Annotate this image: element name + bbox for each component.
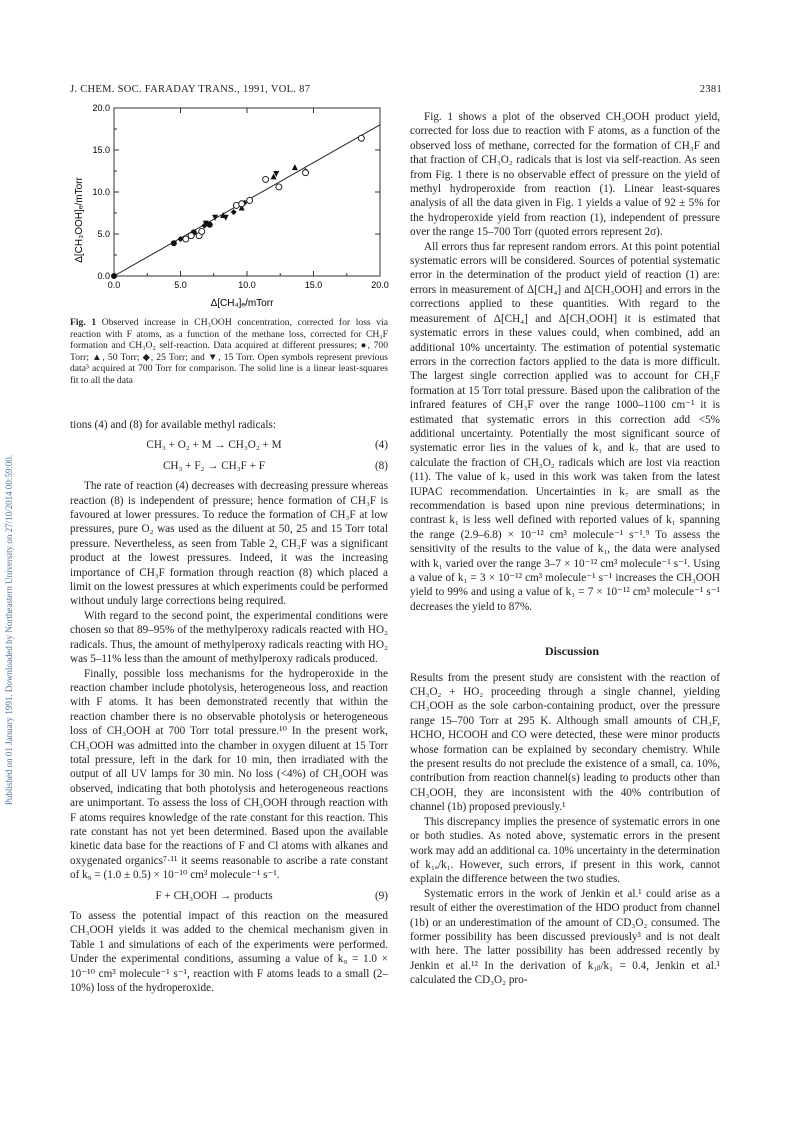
figure-1-chart [66,100,396,315]
data-point-previous [183,236,189,242]
data-point-previous [358,135,364,141]
x-tick-label: 0.0 [107,280,121,290]
x-axis-label: Δ[CH₄]ₑ/mTorr [210,298,274,309]
paragraph: To assess the potential impact of this reaction on the measured CH₃OOH yields it was added to the chemical mechanism given in Table 1 and simulations of each of the experiments were performed. Under the experimental conditions, assuming a value of k₉ = 1.0 × 10⁻¹⁰ cm³ molecule⁻¹ s⁻¹, reaction with F atoms leads to a small (2–10%) loss of the hydroperoxide. [70,910,388,995]
equation-text: CH₃ + O₂ + M → CH₃O₂ + M [146,439,282,452]
equation-text: CH₃ + F₂ → CH₃F + F [162,459,266,472]
caption-label: Fig. 1 [70,317,97,328]
data-point-previous [199,228,205,234]
equation-number: (8) [374,459,388,472]
caption-text: Observed increase in CH₃OOH concentration, corrected for loss via reaction with F atoms, as a function of the methane loss, corrected for CH₃F formation and CH₃O₂ self-reaction. Data acquired at different pressures; ●, 700 Torr; ▲, 50 Torr; ◆, 25 Torr; and ▼, 15 Torr. Open symbols represent previous data³ acquired at 700 Torr for comparison. The solid line is a linear least-squares fit to all the data [70,317,388,386]
data-point-25-torr [231,209,237,215]
section-heading: Discussion [544,644,600,659]
journal-header: J. CHEM. SOC. FARADAY TRANS., 1991, VOL. 87 [70,84,311,95]
paragraph: All errors thus far represent random errors. At this point potential systematic errors will be considered. Sources of potential systematic error in the determination of the product yield of reaction (1) are: errors in measurement of Δ[CH₄] and Δ[CH₃OOH] and errors in the corrections applied to these quantities. With regard to the measurement of Δ[CH₄] and Δ[CH₃OOH] it is estimated that systematic errors in these values could, when combined, add an additional 10% uncertainty. The estimation of potential systematic errors in the correction factors applied to the data is more difficult. The largest single correction applied was to account for CH₃F formation at 15 Torr total pressure. Based upon the calibration of the infrared features of CH₃F over the range 1000–1100 cm⁻¹ it is estimated that systematic errors in this correction add <5% additional uncertainty. Potentially the most significant source of systematic error lies in the values of k₁ and k₇ that are used to calculate the fraction of CH₃O₂ radicals which are lost via reaction (11). The value of k₇ used in this work was taken from the latest IUPAC recommendation. Uncertainties in k₇ are small as the recommendation is based upon nine previous determinations; in contrast k₁ is less well defined with reported values of k₁ spanning the range (2.9–6.8) × 10⁻¹² cm³ molecule⁻¹ s⁻¹.⁹ To assess the sensitivity of the results to the value of k₁, the data were analysed with k₁ varied over the range 3–7 × 10⁻¹² cm³ molecule⁻¹ s⁻¹. Using a value of k₁ = 3 × 10⁻¹² cm³ molecule⁻¹ s⁻¹ increases the CH₃OOH yield to 99% and using a value of k₁ = 7 × 10⁻¹² cm³ molecule⁻¹ s⁻¹ decreases the yield to 87%. [410,240,720,613]
equation-text: F + CH₃OOH → products [155,889,273,902]
y-tick-label: 15.0 [92,145,110,155]
y-tick-label: 20.0 [92,103,110,113]
download-notice [2,180,16,1080]
data-point-700-torr [111,273,117,279]
download-notice-text: Published on 01 January 1991. Downloaded by Northeastern University on 27/10/2014 00:59:00. [4,454,14,806]
data-point-previous [247,197,253,203]
equation-9 [70,889,388,903]
equation-8 [70,459,388,473]
x-tick-label: 5.0 [174,280,187,290]
right-column [410,110,720,988]
paragraph: tions (4) and (8) for available methyl radicals: [70,419,276,431]
paragraph: The rate of reaction (4) decreases with decreasing pressure whereas reaction (8) is independent of pressure; hence formation of CH₃F is favoured at lower pressures. To reduce the formation of CH₃F at low pressures, pure O₂ was used as the diluent at 50, 25 and 15 Torr total pressure. Nevertheless, as seen from Table 2, CH₃F was a significant product at the lowest pressures. Indeed, it was the increasing importance of CH₃F formation through reaction (8) which placed a limit on the lowest pressures at which experiments could be performed without unduly large corrections being required. [70,480,388,608]
y-axis-label: Δ[CH₃OOH]ₑ/mTorr [74,177,85,263]
equation-number: (9) [374,889,388,902]
paragraph: With regard to the second point, the experimental conditions were chosen so that 89–95% of the methylperoxy radicals reacted with HO₂ radicals. Thus, the amount of methylperoxy radicals reacting with HO₂ was 5–11% less than the amount of methylperoxy radicals produced. [70,609,388,666]
left-column [70,418,388,995]
plot-frame [114,108,380,276]
page-number: 2381 [699,84,722,95]
data-point-previous [276,184,282,190]
y-tick-label: 0.0 [97,271,110,281]
paragraph: This discrepancy implies the presence of systematic errors in one or both studies. As noted above, systematic errors in the present work may add an additional ca. 10% uncertainty in the determination of k₁ₐ/k₁. However, such errors, if present in this work, cannot explain the difference between the two studies. [410,815,720,886]
x-tick-label: 20.0 [371,280,389,290]
data-point-previous [263,176,269,182]
x-tick-label: 15.0 [304,280,323,290]
x-tick-label: 10.0 [238,280,256,290]
paragraph: Results from the present study are consistent with the reaction of CH₃O₂ + HO₂ proceeding through a single channel, yielding CH₃OOH as the sole carbon-containing product, over the pressure range 15–700 Torr at 295 K. Although small amounts of CH₃F, HCHO, HCOOH and CO were detected, these were minor products whose formation can be explained by secondary chemistry. While the present results do not preclude the existence of a small, ca. 10%, contribution from reaction channel(s) leading to products other than CH₃OOH, they are inconsistent with the 40% contribution of channel (1b) proposed previously.¹ [410,671,720,814]
data-point-previous [239,201,245,207]
y-tick-label: 10.0 [92,187,110,197]
paragraph: Finally, possible loss mechanisms for the hydroperoxide in the reaction chamber include photolysis, heterogeneous loss, and reaction with F atoms. It has been demonstrated recently that within the reaction chamber there is no observable photolysis or heterogeneous loss of CH₃OOH at 700 Torr total pressure.¹⁰ In the present work, CH₃OOH was admitted into the chamber in oxygen diluent at 15 Torr total pressure, left in the dark for 10 min, then irradiated with the output of all UV lamps for 30 min. No loss (<4%) of CH₃OOH was observed, indicating that both photolysis and heterogeneous reactions are unimportant. To assess the loss of CH₃OOH through reaction with F atoms requires knowledge of the rate constant for this reaction. This rate constant has not yet been determined. Based upon the available kinetic data base for the reactions of F and Cl atoms with alkanes and oxygenated organics⁷·¹¹ it seems reasonable to ascribe a rate constant of k₉ = (1.0 ± 0.5) × 10⁻¹⁰ cm³ molecule⁻¹ s⁻¹. [70,667,388,882]
y-tick-label: 5.0 [97,229,110,239]
equation-number: (4) [374,439,388,452]
figure-caption [70,317,388,387]
equation-4 [70,438,388,452]
data-point-previous [188,233,194,239]
paragraph: Systematic errors in the work of Jenkin et al.¹ could arise as a result of either the overestimation of the HDO product from channel (1b) or an underestimation of the amount of CD₃O₂ consumed. The former possibility has been discussed previously³ and is not dealt with here. The latter possibility has been addressed recently by Jenkin et al.¹² In the derivation of k₁ᵦ/k₁ = 0.4, Jenkin et al.¹ calculated the CD₃O₂ pro- [410,887,720,987]
data-point-50-torr [292,164,298,170]
data-point-700-torr [171,240,177,246]
paragraph: Fig. 1 shows a plot of the observed CH₃OOH product yield, corrected for loss due to reaction with F atoms, as a function of the observed loss of methane, corrected for the formation of CH₃F and that fraction of CH₃O₂ radicals that is lost via self-reaction. As seen from Fig. 1 there is no observable effect of pressure on the yield of methyl hydroperoxide from reaction (1). Linear least-squares analysis of all the data given in Fig. 1 yields a value of 92 ± 5% for the hydroperoxide yield from reaction (1), independent of pressure over the range 15–700 Torr (quoted errors represent 2σ). [410,111,720,239]
data-point-previous [303,170,309,176]
